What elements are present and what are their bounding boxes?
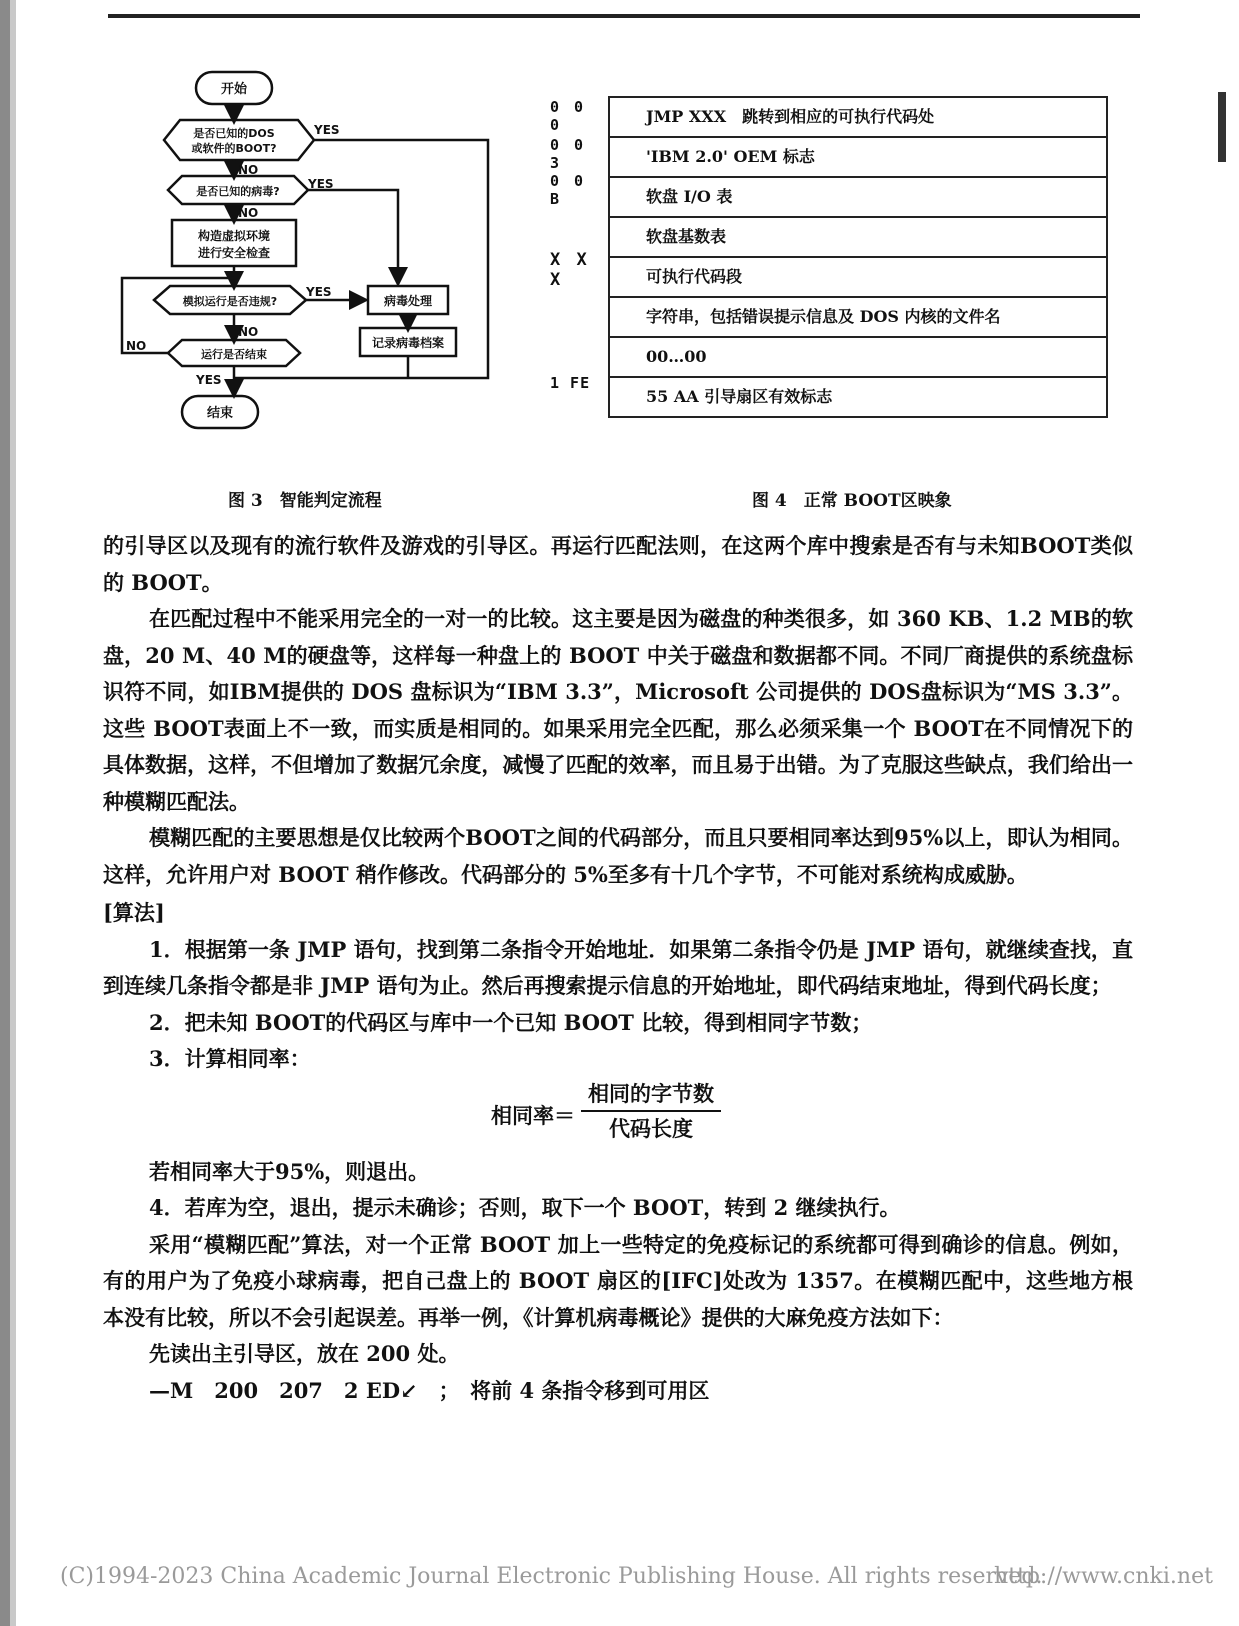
article-body (103, 528, 1133, 1409)
figure-4-caption: 图 4 正常 BOOT区映象 (752, 491, 952, 511)
scan-edge (0, 0, 10, 1626)
end-label: 结束 (206, 406, 234, 421)
q1-line1: 是否已知的DOS (193, 127, 275, 140)
formula-numerator: 相同的字节数 (581, 1078, 721, 1112)
algorithm-step-4: 4．若库为空，退出，提示未确诊；否则，取下一个 BOOT，转到 2 继续执行。 (149, 1195, 901, 1220)
row-oem: 'IBM 2.0' OEM 标志 (610, 136, 1106, 176)
q1-line2: 或软件的BOOT? (191, 142, 277, 155)
row-zeros: 00…00 (610, 336, 1106, 376)
process-line1: 构造虚拟环境 (197, 229, 271, 243)
virus-handling-label: 病毒处理 (383, 294, 433, 308)
algorithm-step-2: 2．把未知 BOOT的代码区与库中一个已知 BOOT 比较，得到相同字节数； (149, 1009, 873, 1035)
scan-edge-shadow (10, 0, 16, 1626)
addr-00b: 0 0 B (550, 172, 587, 208)
row-base-table: 软盘基数表 (610, 216, 1106, 256)
addr-1fe: 1 FE (550, 374, 591, 392)
paragraph-4: 采用“模糊匹配”算法，对一个正常 BOOT 加上一些特定的免疫标记的系统都可得到确诊的信息。例如，有的用户为了免疫小球病毒，把自己盘上的 BOOT 扇区的[IFC]处改为 1357。在模糊匹配中，这些地方根本没有比较，所以不会引起误差。再举一例，《计算机病毒概论》提供的大麻免疫方法如下： (103, 1231, 1133, 1330)
row-jmp: JMP XXX 跳转到相应的可执行代码处 (610, 96, 1106, 136)
yes-label-3: YES (306, 285, 332, 299)
algorithm-heading: [算法] (103, 900, 165, 925)
start-label: 开始 (220, 82, 248, 97)
boot-map-cells (608, 96, 1108, 418)
cnki-url: http://www.cnki.net (994, 1564, 1213, 1589)
q3-label: 模拟运行是否违规? (182, 295, 278, 308)
addr-003: 0 0 3 (550, 136, 587, 172)
record-file-label: 记录病毒档案 (371, 336, 445, 350)
row-strings: 字符串，包括错误提示信息及 DOS 内核的文件名 (610, 296, 1106, 336)
copyright-notice: (C)1994-2023 China Academic Journal Electronic Publishing House. All rights reserved. (60, 1564, 1043, 1589)
flowchart-figure-3 (110, 60, 510, 450)
addr-000: 0 0 0 (550, 98, 587, 134)
algorithm-step-1: 1．根据第一条 JMP 语句，找到第二条指令开始地址．如果第二条指令仍是 JMP 语句，就继续查找，直到连续几条指令都是非 JMP 语句为止。然后再搜索提示信息的开始地址，即代码结束地址，得到代码长度； (103, 936, 1133, 998)
row-signature: 55 AA 引导扇区有效标志 (610, 376, 1106, 416)
paragraph-3: 模糊匹配的主要思想是仅比较两个BOOT之间的代码部分，而且只要相同率达到95%以上，即认为相同。这样，允许用户对 BOOT 稍作修改。代码部分的 5%至多有十几个字节，不可能对系统构成威胁。 (103, 825, 1133, 887)
formula-denominator: 代码长度 (609, 1115, 693, 1141)
paragraph-5: 先读出主引导区，放在 200 处。 (149, 1341, 460, 1366)
no-label-3: NO (238, 325, 259, 339)
boot-map-figure-4 (550, 88, 1110, 438)
row-exec-code: 可执行代码段 (610, 256, 1106, 296)
row-io-table: 软盘 I/O 表 (610, 176, 1106, 216)
algorithm-step-3: 3．计算相同率： (149, 1046, 311, 1071)
paragraph-2: 在匹配过程中不能采用完全的一对一的比较。这主要是因为磁盘的种类很多，如 360 KB、1.2 MB的软盘，20 M、40 M的硬盘等，这样每一种盘上的 BOOT 中关于磁盘和数据都不同。不同厂商提供的系统盘标识符不同，如IBM提供的 DOS 盘标识为“IBM 3.3”，Microsoft 公司提供的 DOS盘标识为“MS 3.3”。这些 BOOT表面上不一致，而实质是相同的。如果采用完全匹配，那么必须采集一个 BOOT在不同情况下的具体数据，这样，不但增加了数据冗余度，减慢了匹配的效率，而且易于出错。为了克服这些缺点，我们给出一种模糊匹配法。 (103, 606, 1133, 814)
similarity-formula (103, 1078, 1133, 1154)
paragraph-1: 的引导区以及现有的流行软件及游戏的引导区。再运行匹配法则，在这两个库中搜索是否有与未知BOOT类似的 BOOT。 (103, 533, 1133, 595)
q4-label: 运行是否结束 (201, 348, 267, 361)
yes-label-1: YES (314, 123, 340, 137)
figure-3-caption: 图 3 智能判定流程 (228, 491, 382, 511)
no-label-1: NO (238, 163, 259, 177)
yes-label-4: YES (196, 373, 222, 387)
formula-fraction (581, 1078, 721, 1146)
no-label-4: NO (126, 339, 147, 353)
process-line2: 进行安全检查 (197, 246, 271, 260)
q2-label: 是否已知的病毒? (196, 185, 280, 198)
top-rule (108, 14, 1140, 18)
yes-label-2: YES (308, 177, 334, 191)
no-label-2: NO (238, 206, 259, 220)
paragraph-6: —M 200 207 2 ED↙ ； 将前 4 条指令移到可用区 (149, 1377, 710, 1403)
formula-followup: 若相同率大于95%，则退出。 (149, 1158, 430, 1184)
addr-xxx: X X X (550, 250, 590, 290)
scan-mark (1218, 92, 1226, 162)
formula-lhs: 相同率＝ (491, 1102, 575, 1128)
